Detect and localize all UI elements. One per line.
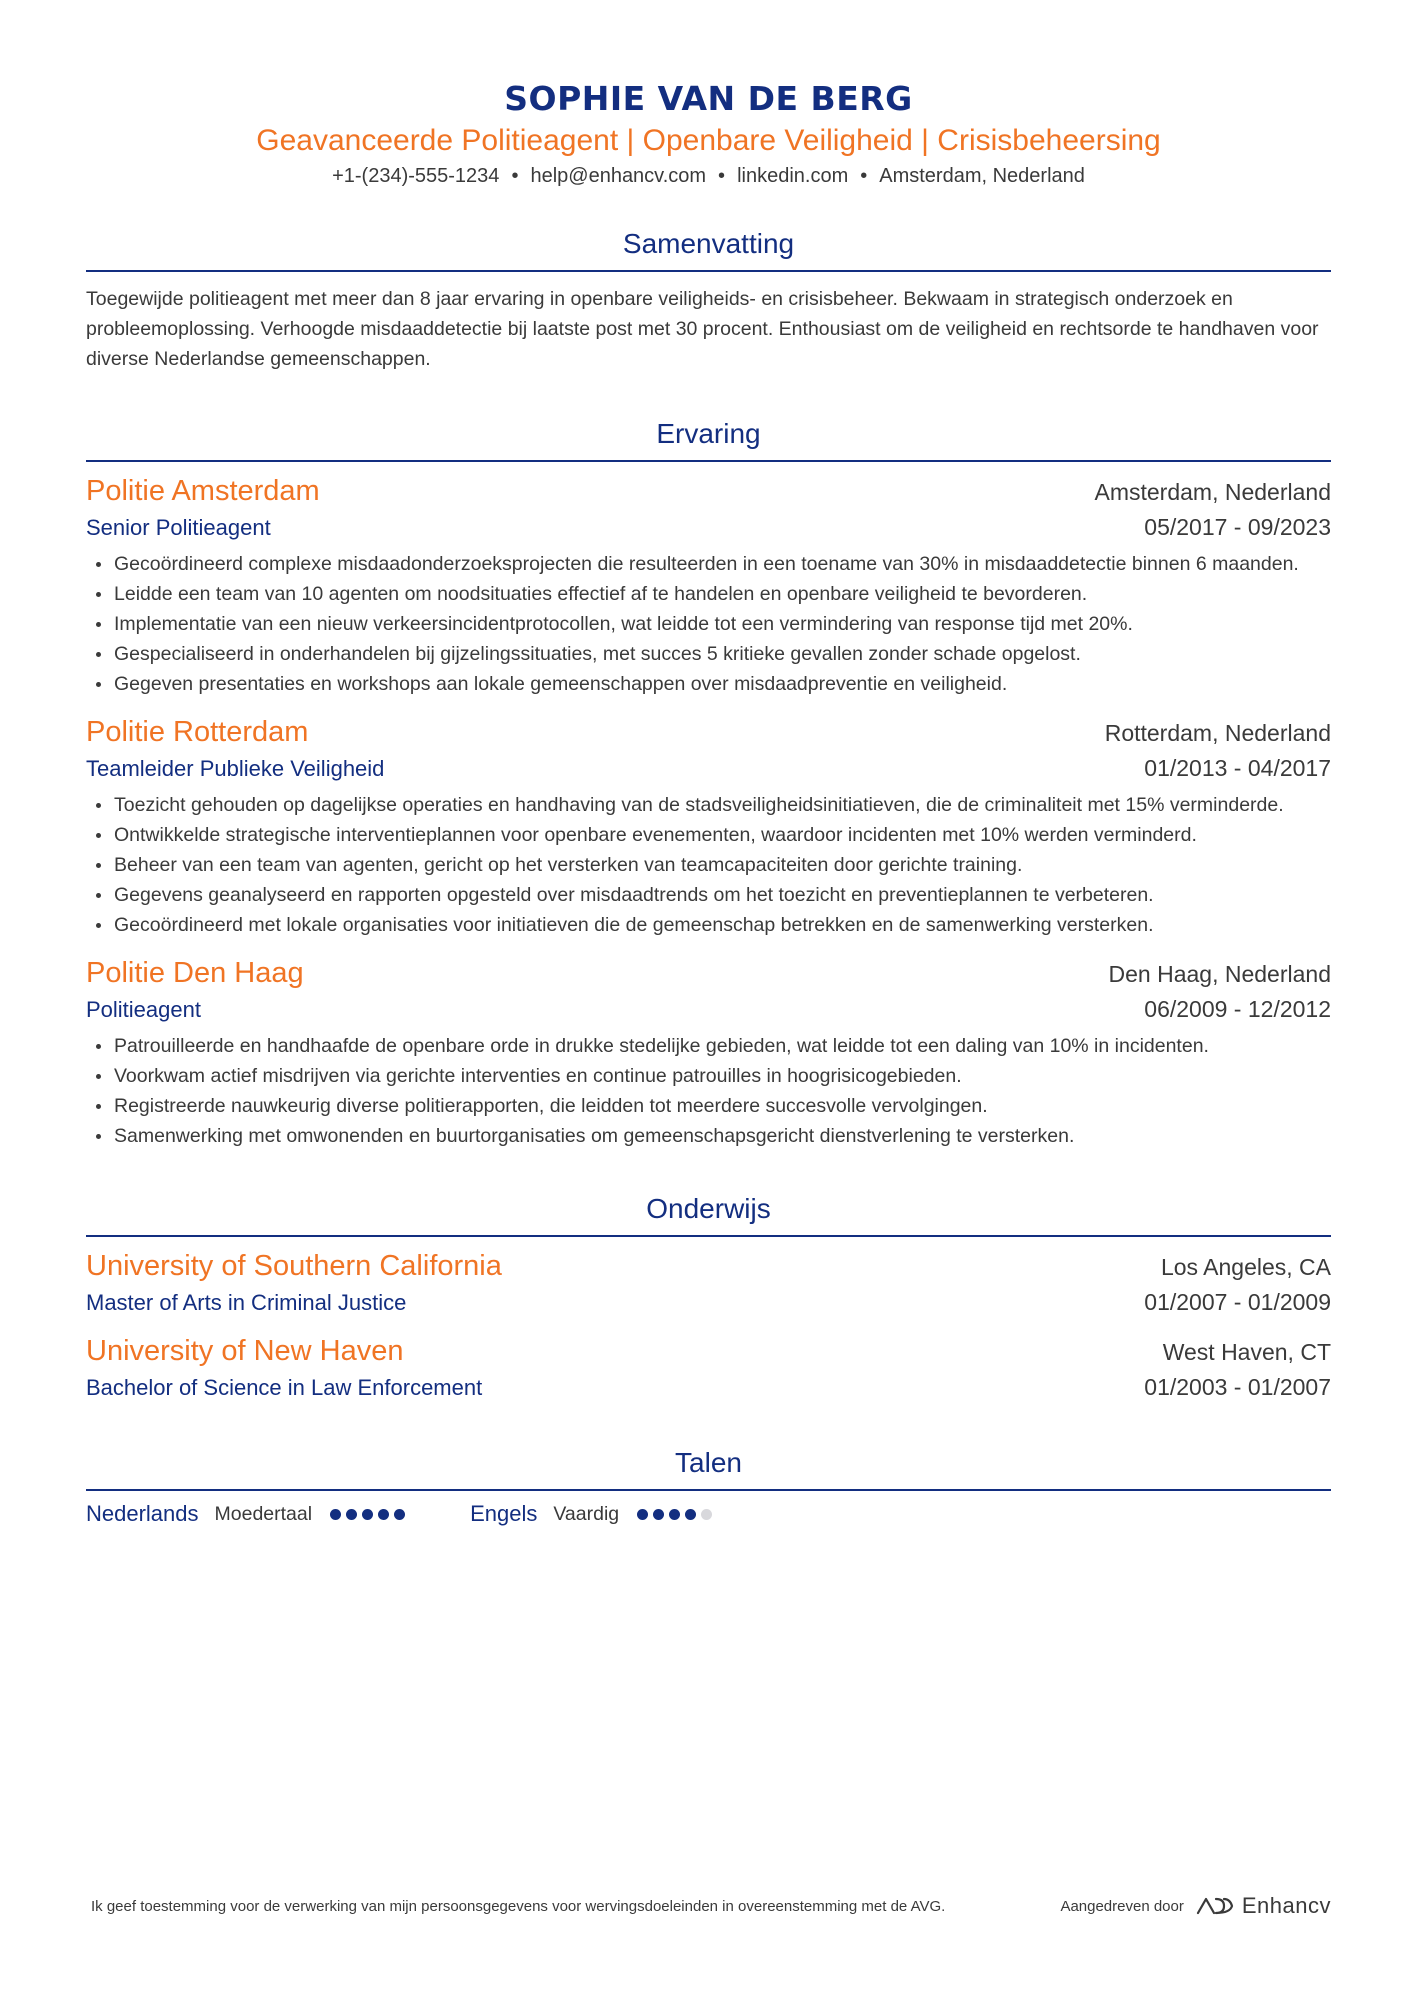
achievement-item: Samenwerking met omwonenden en buurtorganisaties om gemeenschapsgericht dienstverlening te versterken. — [114, 1121, 1331, 1151]
experience-list — [86, 472, 1331, 1151]
job-title: Politieagent — [86, 997, 201, 1022]
separator: • — [511, 165, 519, 187]
footer — [91, 1893, 1331, 1919]
resume-page — [86, 78, 1331, 1527]
achievement-item: Ontwikkelde strategische interventieplannen voor openbare evenementen, waardoor incidenten met 10% werden verminderd. — [114, 820, 1331, 850]
employer-location: Rotterdam, Nederland — [1104, 720, 1331, 746]
employer-name: Politie Den Haag — [86, 957, 304, 989]
language-name: Engels — [470, 1501, 538, 1526]
employer-name: Politie Amsterdam — [86, 475, 320, 507]
education-dates: 01/2003 - 01/2007 — [1144, 1374, 1331, 1400]
language-name: Nederlands — [86, 1501, 199, 1526]
achievement-item: Implementatie van een nieuw verkeersincidentprotocollen, wat leidde tot een vermindering van response tijd met 20%. — [114, 609, 1331, 639]
achievement-item: Gespecialiseerd in onderhandelen bij gijzelingssituaties, met succes 5 kritieke gevallen zonder schade opgelost. — [114, 639, 1331, 669]
consent-text: Ik geef toestemming voor de verwerking van mijn persoonsgegevens voor wervingsdoeleinden in overeenstemming met de AVG. — [91, 1897, 946, 1915]
education-entry — [86, 1332, 1331, 1405]
achievement-item: Toezicht gehouden op dagelijkse operaties en handhaving van de stadsveiligheidsinitiatieven, die de criminaliteit met 15% verminderde. — [114, 790, 1331, 820]
achievement-item: Voorkwam actief misdrijven via gerichte interventies en continue patrouilles in hoogrisicogebieden. — [114, 1061, 1331, 1091]
resume-header — [86, 78, 1331, 190]
proficiency-rating — [637, 1509, 717, 1520]
rating-dot-filled — [378, 1509, 389, 1520]
section-title-experience: Ervaring — [86, 416, 1331, 462]
experience-role-row — [86, 510, 1331, 545]
achievement-item: Gegeven presentaties en workshops aan lokale gemeenschappen over misdaadpreventie en veiligheid. — [114, 669, 1331, 699]
powered-by[interactable] — [1060, 1893, 1331, 1919]
language-item — [470, 1501, 717, 1527]
employer-name: Politie Rotterdam — [86, 716, 309, 748]
employer-location: Den Haag, Nederland — [1108, 961, 1331, 987]
rating-dot-filled — [362, 1509, 373, 1520]
section-title-languages: Talen — [86, 1445, 1331, 1491]
job-dates: 05/2017 - 09/2023 — [1144, 514, 1331, 540]
achievement-list — [86, 1031, 1331, 1151]
rating-dot-filled — [653, 1509, 664, 1520]
rating-dot-filled — [685, 1509, 696, 1520]
achievement-item: Leidde een team van 10 agenten om noodsituaties effectief af te handelen en openbare veiligheid te bevorderen. — [114, 579, 1331, 609]
experience-header-row — [86, 713, 1331, 751]
email-link[interactable]: help@enhancv.com — [530, 165, 707, 187]
rating-dot-filled — [637, 1509, 648, 1520]
education-header-row — [86, 1247, 1331, 1285]
language-level: Vaardig — [553, 1502, 620, 1525]
job-dates: 06/2009 - 12/2012 — [1144, 996, 1331, 1022]
language-item — [86, 1501, 410, 1527]
job-dates: 01/2013 - 04/2017 — [1144, 755, 1331, 781]
job-title: Teamleider Publieke Veiligheid — [86, 756, 385, 781]
school-name: University of New Haven — [86, 1335, 404, 1367]
candidate-name: SOPHIE VAN DE BERG — [504, 79, 913, 118]
school-location: Los Angeles, CA — [1160, 1254, 1331, 1280]
achievement-item: Patrouilleerde en handhaafde de openbare orde in drukke stedelijke gebieden, wat leidde tot een daling van 10% in incidenten. — [114, 1031, 1331, 1061]
achievement-item: Gegevens geanalyseerd en rapporten opgesteld over misdaadtrends om het toezicht en preventieplannen te verbeteren. — [114, 880, 1331, 910]
rating-dot-filled — [330, 1509, 341, 1520]
rating-dot-filled — [669, 1509, 680, 1520]
education-degree-row — [86, 1370, 1331, 1405]
experience-entry — [86, 954, 1331, 1151]
education-dates: 01/2007 - 01/2009 — [1144, 1289, 1331, 1315]
achievement-item: Registreerde nauwkeurig diverse politierapporten, die leidden tot meerdere succesvolle vervolgingen. — [114, 1091, 1331, 1121]
achievement-item: Beheer van een team van agenten, gericht op het versterken van teamcapaciteiten door gerichte training. — [114, 850, 1331, 880]
website-link[interactable]: linkedin.com — [737, 165, 849, 187]
powered-by-label: Aangedreven door — [1060, 1897, 1184, 1915]
degree: Master of Arts in Criminal Justice — [86, 1290, 407, 1315]
enhancv-logo-icon — [1196, 1896, 1234, 1916]
separator: • — [860, 165, 868, 187]
experience-header-row — [86, 472, 1331, 510]
education-header-row — [86, 1332, 1331, 1370]
experience-header-row — [86, 954, 1331, 992]
education-degree-row — [86, 1285, 1331, 1320]
experience-role-row — [86, 992, 1331, 1027]
degree: Bachelor of Science in Law Enforcement — [86, 1375, 483, 1400]
headline: Geavanceerde Politieagent | Openbare Veiligheid | Crisisbeheersing — [256, 124, 1161, 157]
rating-dot-empty — [701, 1509, 712, 1520]
rating-dot-filled — [346, 1509, 357, 1520]
achievement-item: Gecoördineerd complexe misdaadonderzoeksprojecten die resulteerden in een toename van 30% in misdaaddetectie binnen 6 maanden. — [114, 549, 1331, 579]
summary-text: Toegewijde politieagent met meer dan 8 jaar ervaring in openbare veiligheids- en crisisbeheer. Bekwaam in strategisch onderzoek en probleemoplossing. Verhoogde misdaaddetectie bij laatste post met 30 procent. Enthousiast om de veiligheid en rechtsorde te handhaven voor diverse Nederlandse gemeenschappen. — [86, 288, 1319, 370]
language-level: Moedertaal — [214, 1502, 313, 1525]
contact-line — [86, 162, 1331, 190]
achievement-list — [86, 549, 1331, 699]
education-list — [86, 1247, 1331, 1405]
brand-name: Enhancv — [1241, 1893, 1331, 1918]
phone: +1-(234)-555-1234 — [332, 165, 500, 187]
job-title: Senior Politieagent — [86, 515, 271, 540]
education-entry — [86, 1247, 1331, 1320]
experience-role-row — [86, 751, 1331, 786]
separator: • — [718, 165, 726, 187]
section-title-education: Onderwijs — [86, 1191, 1331, 1237]
school-location: West Haven, CT — [1162, 1339, 1331, 1365]
school-name: University of Southern California — [86, 1250, 502, 1282]
achievement-list — [86, 790, 1331, 940]
location: Amsterdam, Nederland — [879, 165, 1085, 187]
employer-location: Amsterdam, Nederland — [1094, 479, 1331, 505]
section-title-summary: Samenvatting — [86, 226, 1331, 272]
proficiency-rating — [330, 1509, 410, 1520]
achievement-item: Gecoördineerd met lokale organisaties voor initiatieven die de gemeenschap betrekken en de samenwerking versterken. — [114, 910, 1331, 940]
experience-entry — [86, 713, 1331, 940]
experience-entry — [86, 472, 1331, 699]
language-list — [86, 1501, 1331, 1527]
rating-dot-filled — [394, 1509, 405, 1520]
